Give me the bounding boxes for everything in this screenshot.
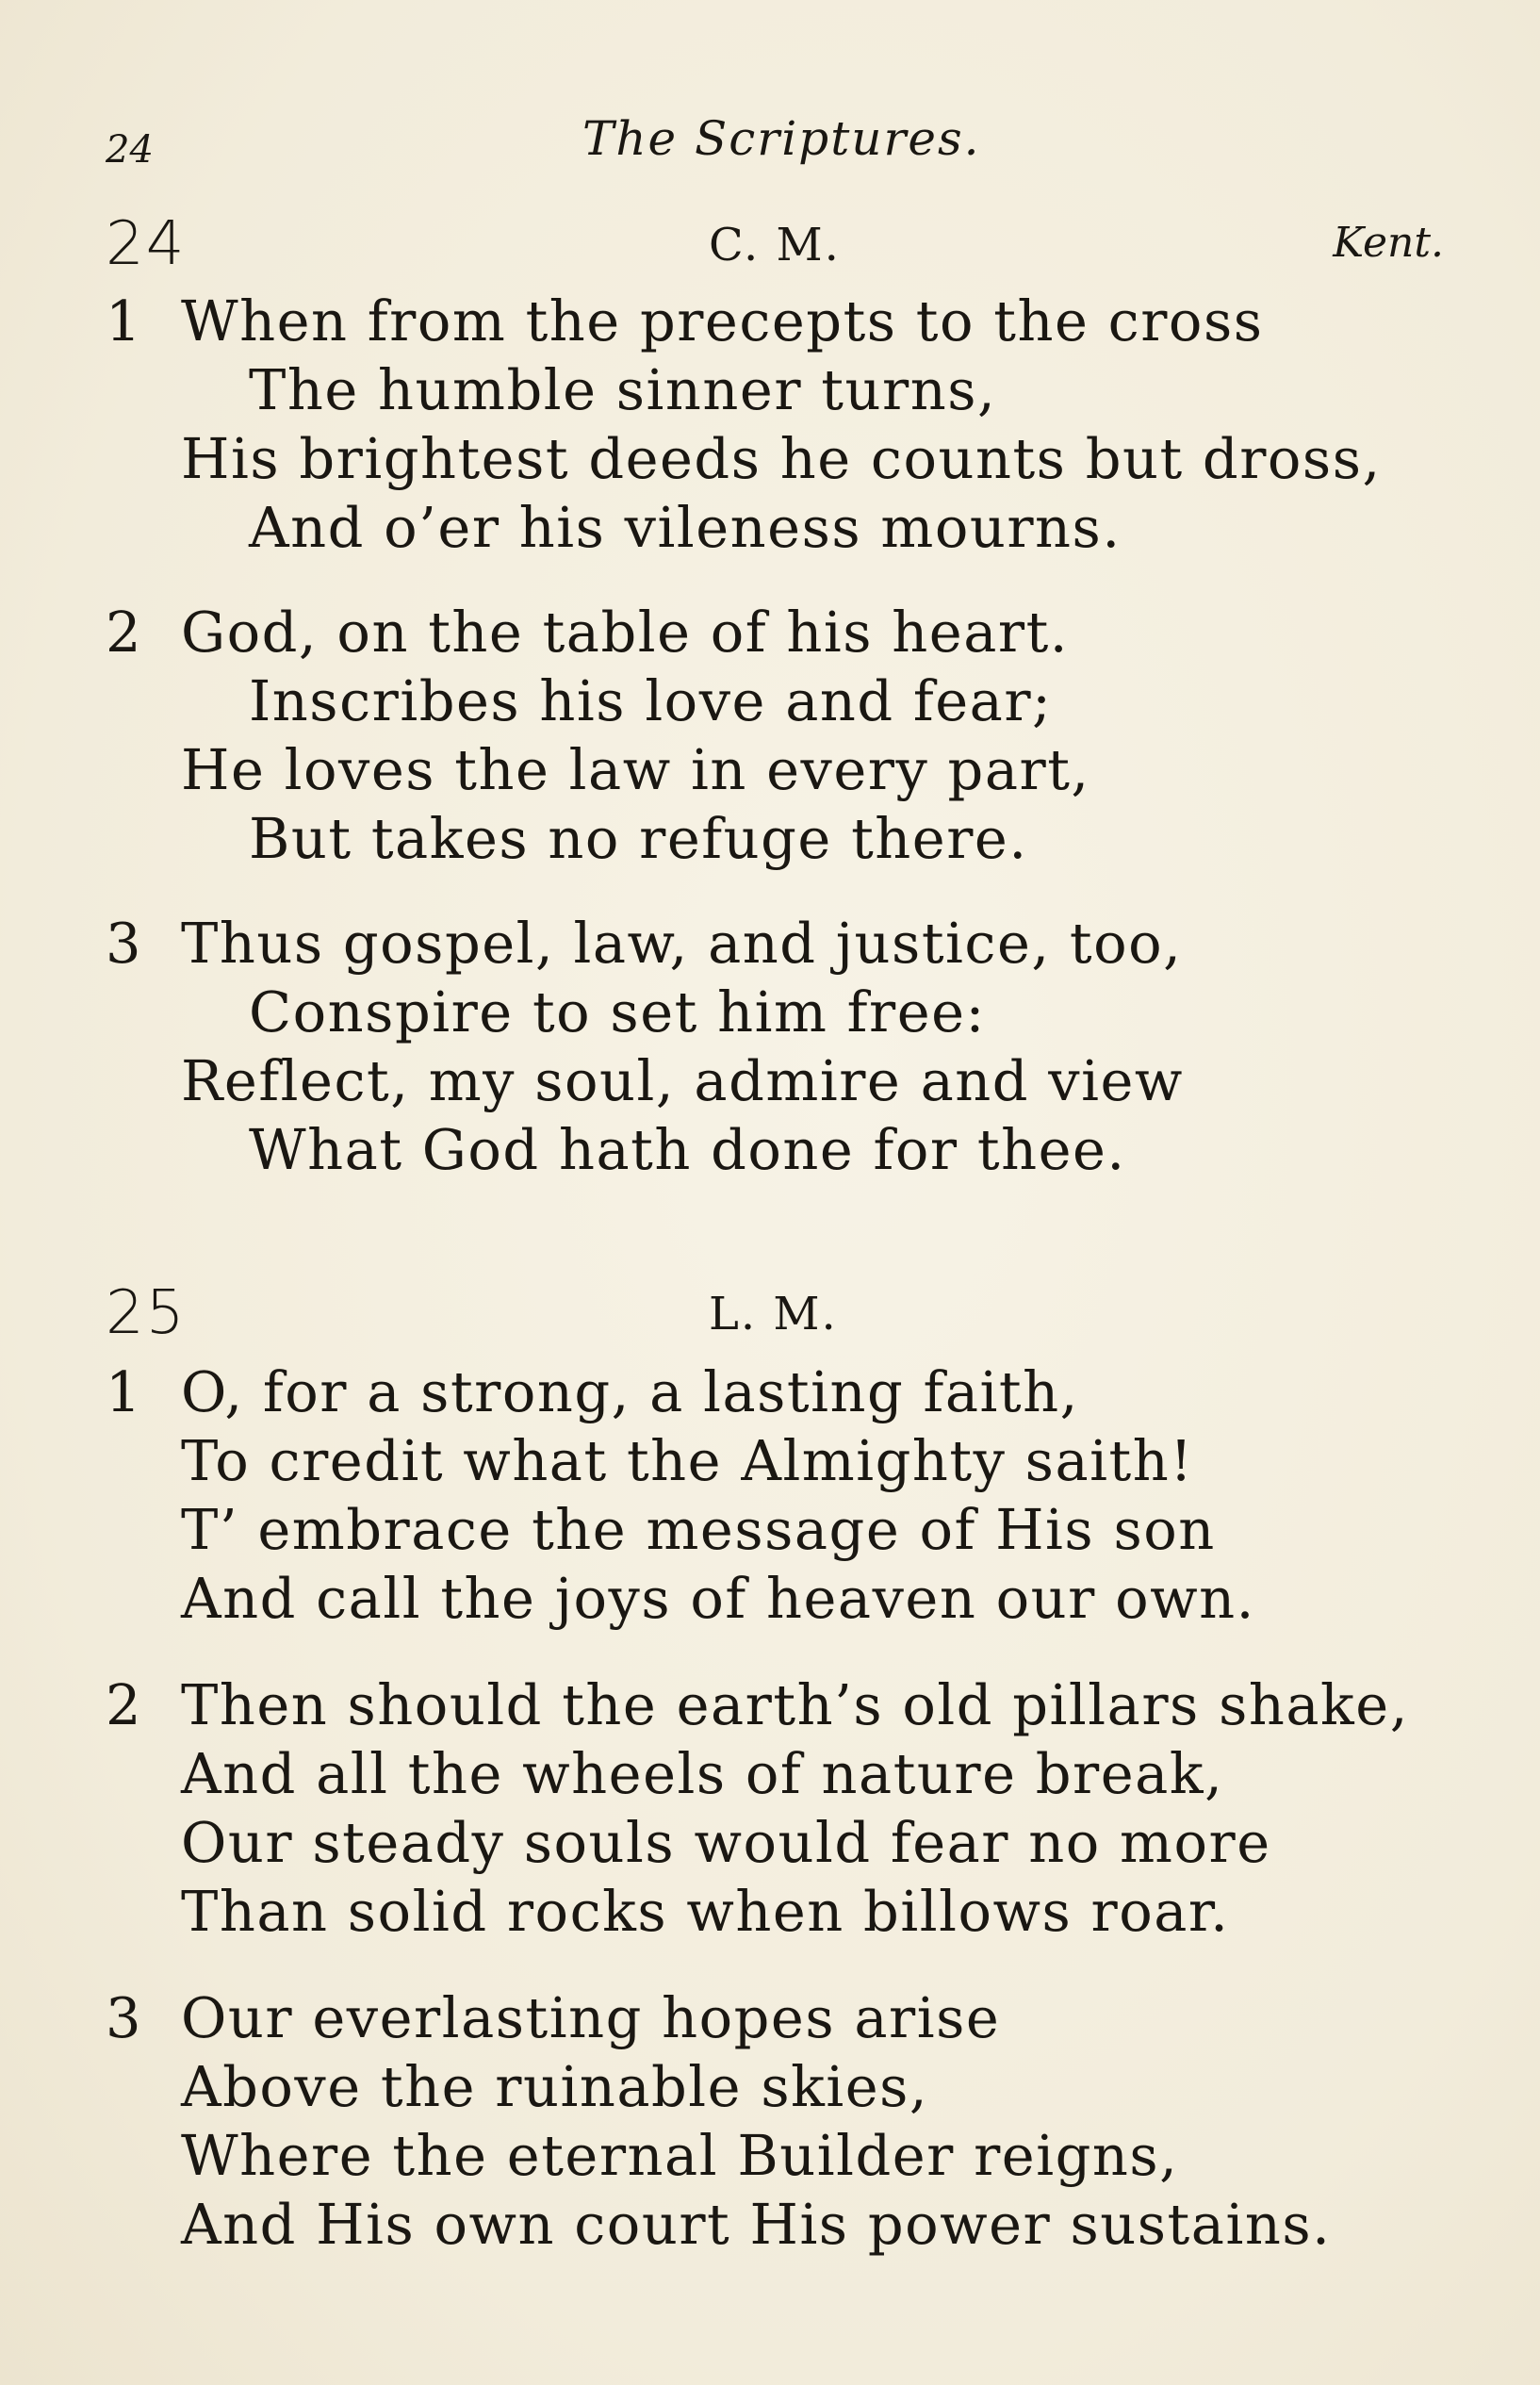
- verse-line: [106, 424, 1453, 493]
- verse-line-text: And o’er his vileness mourns.: [249, 495, 1122, 560]
- verse-line-text: Where the eternal Builder reigns,: [181, 2123, 1179, 2188]
- verse-line-text: When from the precepts to the cross: [181, 288, 1264, 354]
- verse-line-text: Than solid rocks when billows roar.: [181, 1879, 1230, 1944]
- verse-line-text: The humble sinner turns,: [249, 357, 997, 422]
- verse-line-text: Inscribes his love and fear;: [249, 668, 1053, 733]
- hymn-meter: L. M.: [709, 1288, 838, 1341]
- verse-line-text: Above the ruinable skies,: [181, 2054, 929, 2119]
- verse-line: [106, 1877, 1453, 1946]
- verse-line-text: His brightest deeds he counts but dross,: [181, 426, 1382, 491]
- verse-line-text: And His own court His power sustains.: [181, 2192, 1332, 2257]
- verse-line-text: Our steady souls would fear no more: [181, 1810, 1271, 1875]
- verse-line: [106, 1670, 1453, 1739]
- verse-line: [106, 1983, 1453, 2052]
- verse-line: [106, 287, 1453, 355]
- hymn-number: 24: [106, 209, 187, 279]
- stanza-number: 1: [106, 1359, 141, 1424]
- stanza: [106, 1670, 1453, 1946]
- verse-line-text: Reflect, my soul, admire and view: [181, 1048, 1184, 1113]
- stanza-number: 2: [106, 1672, 141, 1737]
- verse-line: [106, 2052, 1453, 2121]
- verse-line: [106, 1495, 1453, 1564]
- verse-line-text: And all the wheels of nature break,: [181, 1741, 1224, 1806]
- verse-line: [106, 1115, 1453, 1184]
- verse-line: [106, 2121, 1453, 2190]
- hymn-heading: [106, 209, 1444, 285]
- page-number: 24: [106, 128, 154, 172]
- stanza-number: 1: [106, 288, 141, 354]
- verse-line-text: To credit what the Almighty saith!: [181, 1428, 1194, 1493]
- verse-line-text: And call the joys of heaven our own.: [181, 1566, 1255, 1631]
- stanza-number: 3: [106, 911, 141, 976]
- verse-line: [106, 735, 1453, 804]
- verse-line: [106, 1739, 1453, 1808]
- running-title: The Scriptures.: [582, 111, 981, 166]
- verse-line-text: Thus gospel, law, and justice, too,: [181, 911, 1183, 976]
- verse-line-text: Our everlasting hopes arise: [181, 1985, 1001, 2050]
- hymn-number: 25: [106, 1278, 187, 1348]
- verse-line-text: Conspire to set him free:: [249, 979, 986, 1044]
- verse-line: [106, 598, 1453, 666]
- verse-line-text: O, for a strong, a lasting faith,: [181, 1359, 1079, 1424]
- hymn-heading: [106, 1278, 1444, 1354]
- verse-line-text: He loves the law in every part,: [181, 737, 1090, 802]
- verse-line: [106, 1046, 1453, 1115]
- verse-line: [106, 2190, 1453, 2259]
- verse-line-text: But takes no refuge there.: [249, 806, 1028, 871]
- hymn-tune: Kent.: [1333, 219, 1444, 267]
- verse-line: [106, 804, 1453, 873]
- verse-line-text: Then should the earth’s old pillars shake,: [181, 1672, 1409, 1737]
- verse-line-text: What God hath done for thee.: [249, 1117, 1126, 1182]
- running-header: [106, 111, 1444, 177]
- stanza: [106, 909, 1453, 1184]
- stanza: [106, 1983, 1453, 2259]
- stanza-number: 3: [106, 1985, 141, 2050]
- stanza: [106, 598, 1453, 873]
- stanza: [106, 287, 1453, 562]
- verse-line: [106, 1808, 1453, 1877]
- verse-line-text: T’ embrace the message of His son: [181, 1497, 1216, 1562]
- stanza-number: 2: [106, 600, 141, 665]
- verse-line: [106, 1357, 1453, 1426]
- stanza: [106, 1357, 1453, 1633]
- verse-line: [106, 355, 1453, 424]
- verse-line: [106, 1564, 1453, 1633]
- verse-line: [106, 978, 1453, 1046]
- verse-line: [106, 909, 1453, 978]
- verse-line: [106, 1426, 1453, 1495]
- verse-line-text: God, on the table of his heart.: [181, 600, 1070, 665]
- verse-line: [106, 493, 1453, 562]
- verse-line: [106, 666, 1453, 735]
- hymn-meter: C. M.: [709, 219, 841, 271]
